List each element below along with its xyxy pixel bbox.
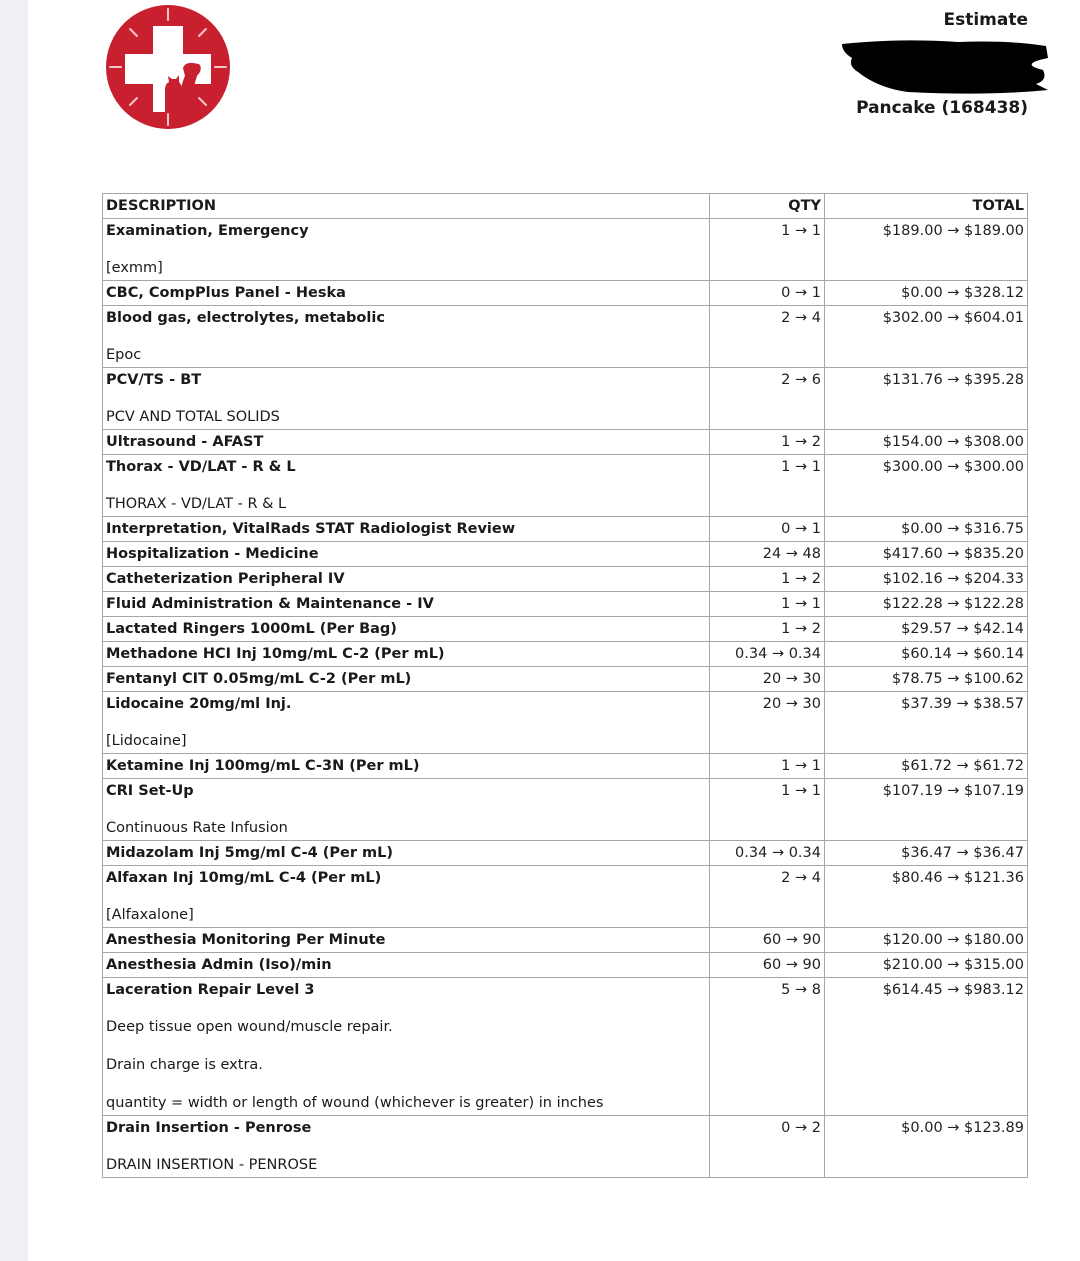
item-total: $0.00 → $123.89 [825,1116,1028,1178]
item-name: Midazolam Inj 5mg/ml C-4 (Per mL) [106,845,394,861]
table-row [103,866,1028,928]
item-description-cell [103,567,710,592]
item-description-cell [103,866,710,928]
item-qty: 1 → 2 [710,430,825,455]
item-description-cell [103,542,710,567]
item-note: [exmm] [106,260,163,276]
item-total: $614.45 → $983.12 [825,978,1028,1116]
item-description-cell [103,953,710,978]
item-name: CRI Set-Up [106,783,194,799]
item-note: THORAX - VD/LAT - R & L [106,496,287,512]
item-description-cell [103,978,710,1116]
column-header-qty: QTY [710,194,825,219]
item-name: PCV/TS - BT [106,372,202,388]
table-row [103,281,1028,306]
item-name: Catheterization Peripheral IV [106,571,345,587]
item-total: $80.46 → $121.36 [825,866,1028,928]
item-note: quantity = width or length of wound (whichever is greater) in inches [106,1095,604,1111]
item-name: Lidocaine 20mg/ml Inj. [106,696,292,712]
item-qty: 1 → 1 [710,592,825,617]
item-note: DRAIN INSERTION - PENROSE [106,1157,318,1173]
document-type-title: Estimate [943,10,1028,30]
item-qty: 2 → 4 [710,866,825,928]
item-name: Methadone HCI Inj 10mg/mL C-2 (Per mL) [106,646,445,662]
item-description-cell [103,592,710,617]
table-row [103,841,1028,866]
item-name: Alfaxan Inj 10mg/mL C-4 (Per mL) [106,870,382,886]
table-row [103,455,1028,517]
item-note: Deep tissue open wound/muscle repair. [106,1019,393,1035]
item-total: $131.76 → $395.28 [825,368,1028,430]
item-total: $154.00 → $308.00 [825,430,1028,455]
item-total: $36.47 → $36.47 [825,841,1028,866]
table-row [103,368,1028,430]
table-row [103,517,1028,542]
item-qty: 0 → 1 [710,517,825,542]
item-description-cell [103,692,710,754]
item-qty: 60 → 90 [710,928,825,953]
item-name: Ketamine Inj 100mg/mL C-3N (Per mL) [106,758,420,774]
item-note: Continuous Rate Infusion [106,820,288,836]
vet-cross-cat-dog-icon [105,4,231,130]
item-name: Anesthesia Admin (Iso)/min [106,957,332,973]
table-row [103,754,1028,779]
item-qty: 0.34 → 0.34 [710,841,825,866]
item-name: Laceration Repair Level 3 [106,982,315,998]
page-margin-strip [0,0,28,1261]
item-qty: 1 → 1 [710,779,825,841]
item-qty: 1 → 1 [710,455,825,517]
item-total: $300.00 → $300.00 [825,455,1028,517]
item-qty: 60 → 90 [710,953,825,978]
column-header-description: DESCRIPTION [103,194,710,219]
item-note: Epoc [106,347,142,363]
column-header-total: TOTAL [825,194,1028,219]
item-name: Blood gas, electrolytes, metabolic [106,310,385,326]
item-qty: 2 → 6 [710,368,825,430]
item-total: $122.28 → $122.28 [825,592,1028,617]
table-row [103,617,1028,642]
item-description-cell [103,617,710,642]
table-row [103,928,1028,953]
item-qty: 1 → 1 [710,754,825,779]
estimate-table [102,193,1028,1178]
item-name: Thorax - VD/LAT - R & L [106,459,296,475]
item-total: $102.16 → $204.33 [825,567,1028,592]
item-total: $302.00 → $604.01 [825,306,1028,368]
item-total: $29.57 → $42.14 [825,617,1028,642]
item-name: CBC, CompPlus Panel - Heska [106,285,346,301]
item-qty: 1 → 2 [710,567,825,592]
item-qty: 20 → 30 [710,667,825,692]
item-description-cell [103,281,710,306]
item-total: $78.75 → $100.62 [825,667,1028,692]
item-note: [Lidocaine] [106,733,187,749]
item-total: $189.00 → $189.00 [825,219,1028,281]
table-row [103,978,1028,1116]
item-qty: 1 → 1 [710,219,825,281]
patient-name: Pancake (168438) [856,98,1028,118]
item-total: $37.39 → $38.57 [825,692,1028,754]
item-description-cell [103,517,710,542]
item-qty: 1 → 2 [710,617,825,642]
table-row [103,306,1028,368]
item-description-cell [103,754,710,779]
table-header-row [103,194,1028,219]
item-total: $0.00 → $328.12 [825,281,1028,306]
table-row [103,779,1028,841]
item-note: Drain charge is extra. [106,1057,263,1073]
item-qty: 5 → 8 [710,978,825,1116]
item-total: $120.00 → $180.00 [825,928,1028,953]
item-qty: 0.34 → 0.34 [710,642,825,667]
item-description-cell [103,219,710,281]
item-description-cell [103,368,710,430]
table-row [103,567,1028,592]
item-name: Examination, Emergency [106,223,309,239]
item-description-cell [103,779,710,841]
item-name: Drain Insertion - Penrose [106,1120,312,1136]
item-qty: 24 → 48 [710,542,825,567]
table-row [103,592,1028,617]
item-description-cell [103,430,710,455]
item-description-cell [103,1116,710,1178]
item-name: Ultrasound - AFAST [106,434,264,450]
item-total: $210.00 → $315.00 [825,953,1028,978]
item-name: Lactated Ringers 1000mL (Per Bag) [106,621,397,637]
item-name: Fentanyl CIT 0.05mg/mL C-2 (Per mL) [106,671,412,687]
item-qty: 0 → 1 [710,281,825,306]
table-row [103,642,1028,667]
table-row [103,430,1028,455]
item-description-cell [103,841,710,866]
item-total: $417.60 → $835.20 [825,542,1028,567]
table-row [103,667,1028,692]
table-row [103,692,1028,754]
item-description-cell [103,642,710,667]
redaction-mark [838,38,1050,96]
item-total: $60.14 → $60.14 [825,642,1028,667]
item-name: Interpretation, VitalRads STAT Radiologist Review [106,521,516,537]
item-total: $107.19 → $107.19 [825,779,1028,841]
item-qty: 0 → 2 [710,1116,825,1178]
table-row [103,1116,1028,1178]
item-note: [Alfaxalone] [106,907,194,923]
item-name: Hospitalization - Medicine [106,546,319,562]
item-note: PCV AND TOTAL SOLIDS [106,409,280,425]
item-description-cell [103,306,710,368]
item-name: Anesthesia Monitoring Per Minute [106,932,386,948]
item-description-cell [103,928,710,953]
item-qty: 20 → 30 [710,692,825,754]
table-row [103,219,1028,281]
item-name: Fluid Administration & Maintenance - IV [106,596,434,612]
item-description-cell [103,667,710,692]
item-description-cell [103,455,710,517]
item-qty: 2 → 4 [710,306,825,368]
item-total: $61.72 → $61.72 [825,754,1028,779]
table-row [103,953,1028,978]
item-total: $0.00 → $316.75 [825,517,1028,542]
table-row [103,542,1028,567]
